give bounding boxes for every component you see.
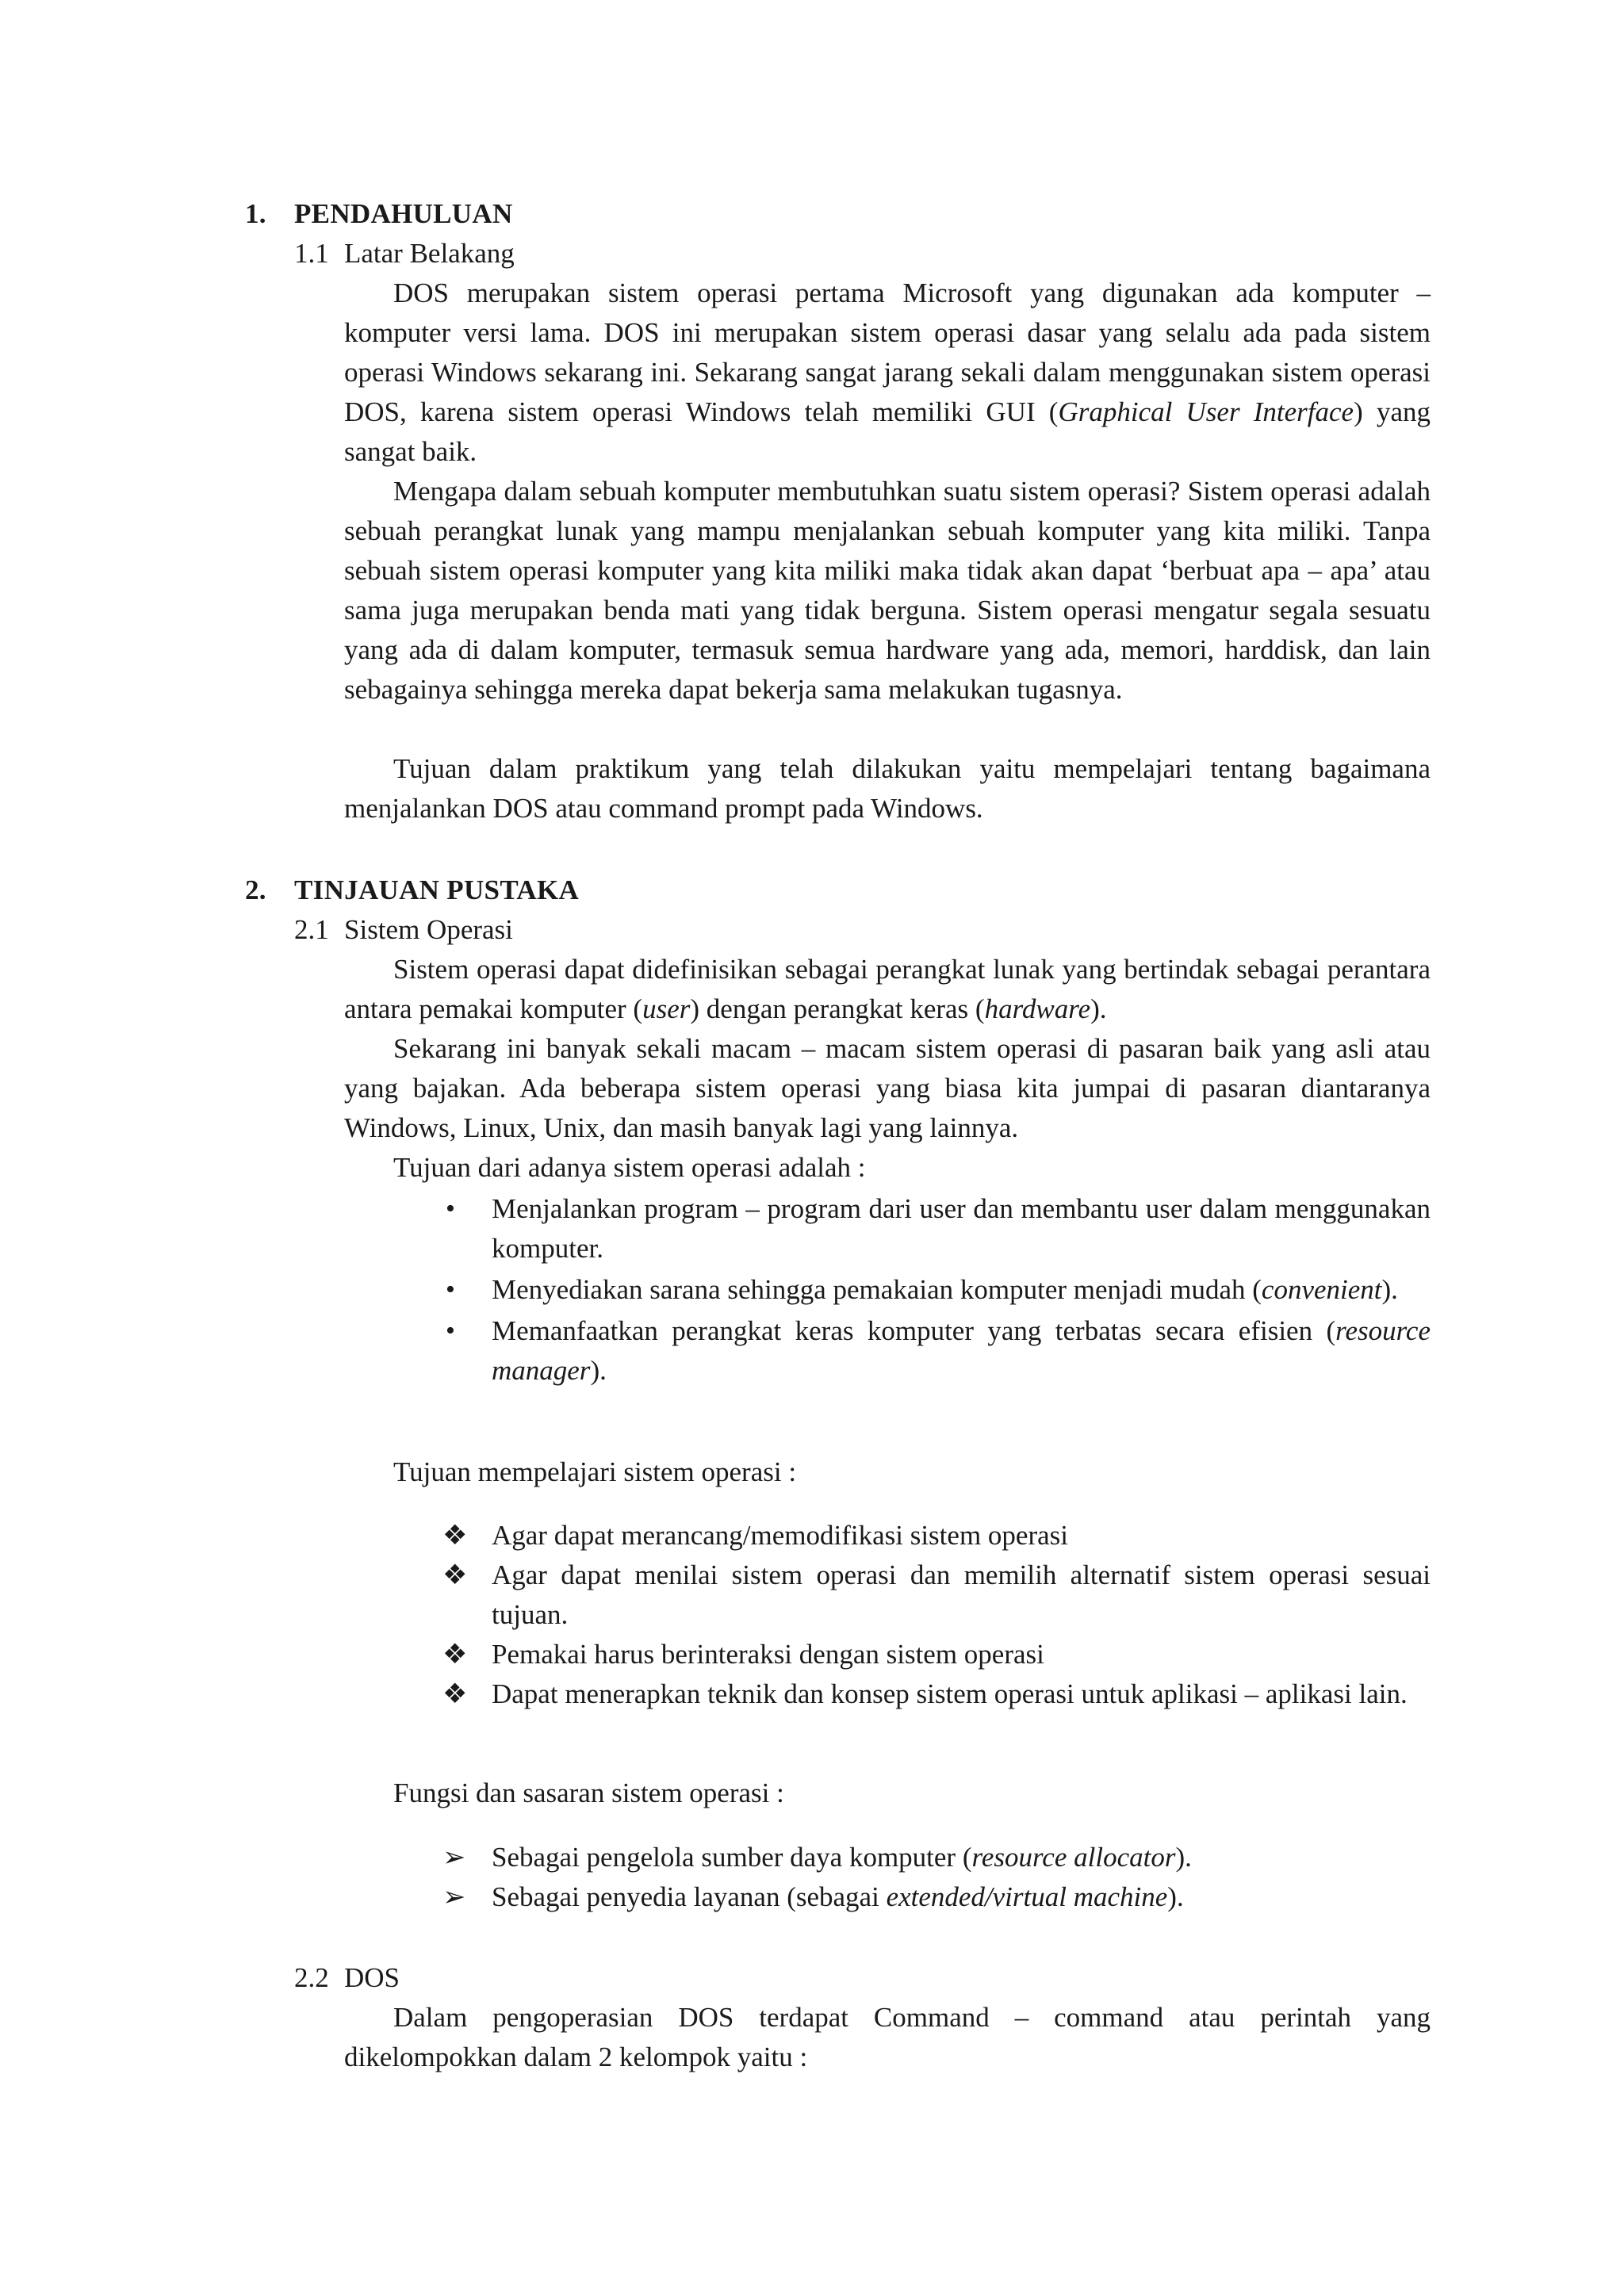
text-run: ). <box>1090 993 1107 1024</box>
tujuan-label: Tujuan dari adanya sistem operasi adalah : <box>393 1152 866 1183</box>
section-1-heading <box>245 194 513 234</box>
section-number: 2. <box>245 874 266 905</box>
bullet-marker: • <box>446 1194 455 1223</box>
subsection-number: 2.2 <box>294 1962 329 1993</box>
paragraph-latar-belakang-1 <box>344 274 1431 472</box>
subsection-title: Latar Belakang <box>344 238 515 269</box>
text-run: DOS merupakan sistem operasi pertama Microsoft yang digunakan ada komputer – komputer versi lama. DOS ini merupakan sistem operasi dasar yang selalu ada pada sistem operasi Windows sekarang ini. Sekarang sangat jarang sekali dalam menggunakan sistem operasi DOS, karena sistem operasi Windows telah memiliki GUI ( <box>344 277 1431 427</box>
text-run: Agar dapat menilai sistem operasi dan memilih alternatif sistem operasi sesuai tujuan. <box>492 1559 1431 1630</box>
text-run: ). <box>590 1355 607 1386</box>
text-run: Sistem operasi dapat didefinisikan sebagai perangkat lunak yang bertindak sebagai perantara antara pemakai komputer ( <box>344 954 1431 1024</box>
text-run: ) dengan perangkat keras ( <box>690 993 985 1024</box>
text-run: Menyediakan sarana sehingga pemakaian komputer menjadi mudah ( <box>492 1274 1262 1305</box>
paragraph-latar-belakang-3: Tujuan dalam praktikum yang telah dilakukan yaitu mempelajari tentang bagaimana menjalankan DOS atau command prompt pada Windows. <box>344 753 1431 824</box>
subsection-number: 1.1 <box>294 238 329 269</box>
text-run: ). <box>1167 1881 1184 1912</box>
list-item <box>442 1877 1431 1917</box>
text-run: Memanfaatkan perangkat keras komputer yang terbatas secara efisien ( <box>492 1315 1336 1346</box>
mempelajari-label: Tujuan mempelajari sistem operasi : <box>393 1456 797 1487</box>
text-run: Dapat menerapkan teknik dan konsep sistem operasi untuk aplikasi – aplikasi lain. <box>492 1678 1408 1709</box>
text-run: ) yang sangat baik. <box>344 396 1431 467</box>
subsection-2-1-heading <box>294 910 513 950</box>
subsection-title: Sistem Operasi <box>344 914 513 945</box>
subsection-number: 2.1 <box>294 914 329 945</box>
text-run: Menjalankan program – program dari user dan membantu user dalam menggunakan komputer. <box>492 1193 1431 1264</box>
paragraph-sistem-operasi-1 <box>344 950 1431 1029</box>
list-item <box>442 1189 1431 1269</box>
paragraph-sistem-operasi-2: Sekarang ini banyak sekali macam – macam sistem operasi di pasaran baik yang asli atau yang bajakan. Ada beberapa sistem operasi yang biasa kita jumpai di pasaran diantaranya Windows, Linux, Unix, dan masih banyak lagi yang lainnya. <box>344 1033 1431 1143</box>
section-title: PENDAHULUAN <box>294 198 513 229</box>
text-run: ). <box>1175 1842 1192 1873</box>
italic-term: resource allocator <box>971 1842 1176 1873</box>
diamond-bullet-icon: ❖ <box>442 1520 468 1551</box>
diamond-bullet-icon: ❖ <box>442 1678 468 1709</box>
subsection-2-2-heading <box>294 1958 400 1998</box>
list-item <box>442 1556 1431 1635</box>
section-title: TINJAUAN PUSTAKA <box>294 874 580 905</box>
paragraph-latar-belakang-2: Mengapa dalam sebuah komputer membutuhkan suatu sistem operasi? Sistem operasi adalah sebuah perangkat lunak yang mampu menjalankan sebuah komputer yang kita miliki. Tanpa sebuah sistem operasi komputer yang kita miliki maka tidak akan dapat ‘berbuat apa – apa’ atau sama juga merupakan benda mati yang tidak berguna. Sistem operasi mengatur segala sesuatu yang ada di dalam komputer, termasuk semua hardware yang ada, memori, harddisk, dan lain sebagainya sehingga mereka dapat bekerja sama melakukan tugasnya. <box>344 476 1431 705</box>
text-run: Pemakai harus berinteraksi dengan sistem operasi <box>492 1639 1044 1670</box>
italic-term: user <box>642 993 691 1024</box>
italic-term: extended/virtual machine <box>886 1881 1168 1912</box>
section-number: 1. <box>245 198 266 229</box>
list-item <box>442 1838 1431 1877</box>
italic-term: Graphical User Interface <box>1058 396 1354 427</box>
text-run: Agar dapat merancang/memodifikasi sistem operasi <box>492 1520 1068 1551</box>
italic-term: convenient <box>1261 1274 1382 1305</box>
subsection-title: DOS <box>344 1962 400 1993</box>
bullet-marker: • <box>446 1316 455 1345</box>
text-run: ). <box>1381 1274 1398 1305</box>
list-item <box>442 1516 1431 1556</box>
diamond-bullet-icon: ❖ <box>442 1559 468 1590</box>
subsection-1-1-heading <box>294 234 515 274</box>
tujuan-list <box>442 1189 1431 1391</box>
mempelajari-list <box>442 1516 1431 1714</box>
text-run: Sebagai pengelola sumber daya komputer ( <box>492 1842 972 1873</box>
fungsi-label: Fungsi dan sasaran sistem operasi : <box>393 1777 784 1808</box>
paragraph-dos-1: Dalam pengoperasian DOS terdapat Command – command atau perintah yang dikelompokkan dalam 2 kelompok yaitu : <box>344 2002 1431 2072</box>
list-item <box>442 1270 1431 1310</box>
arrow-bullet-icon: ➢ <box>442 1842 466 1873</box>
fungsi-list <box>442 1838 1431 1917</box>
text-run: Sebagai penyedia layanan (sebagai <box>492 1881 887 1912</box>
bullet-marker: • <box>446 1275 455 1304</box>
arrow-bullet-icon: ➢ <box>442 1881 466 1912</box>
list-item <box>442 1311 1431 1391</box>
section-2-heading <box>245 871 579 910</box>
list-item <box>442 1674 1431 1714</box>
diamond-bullet-icon: ❖ <box>442 1639 468 1670</box>
list-item <box>442 1635 1431 1674</box>
italic-term: hardware <box>984 993 1091 1024</box>
italic-term: resource manager <box>492 1315 1431 1386</box>
